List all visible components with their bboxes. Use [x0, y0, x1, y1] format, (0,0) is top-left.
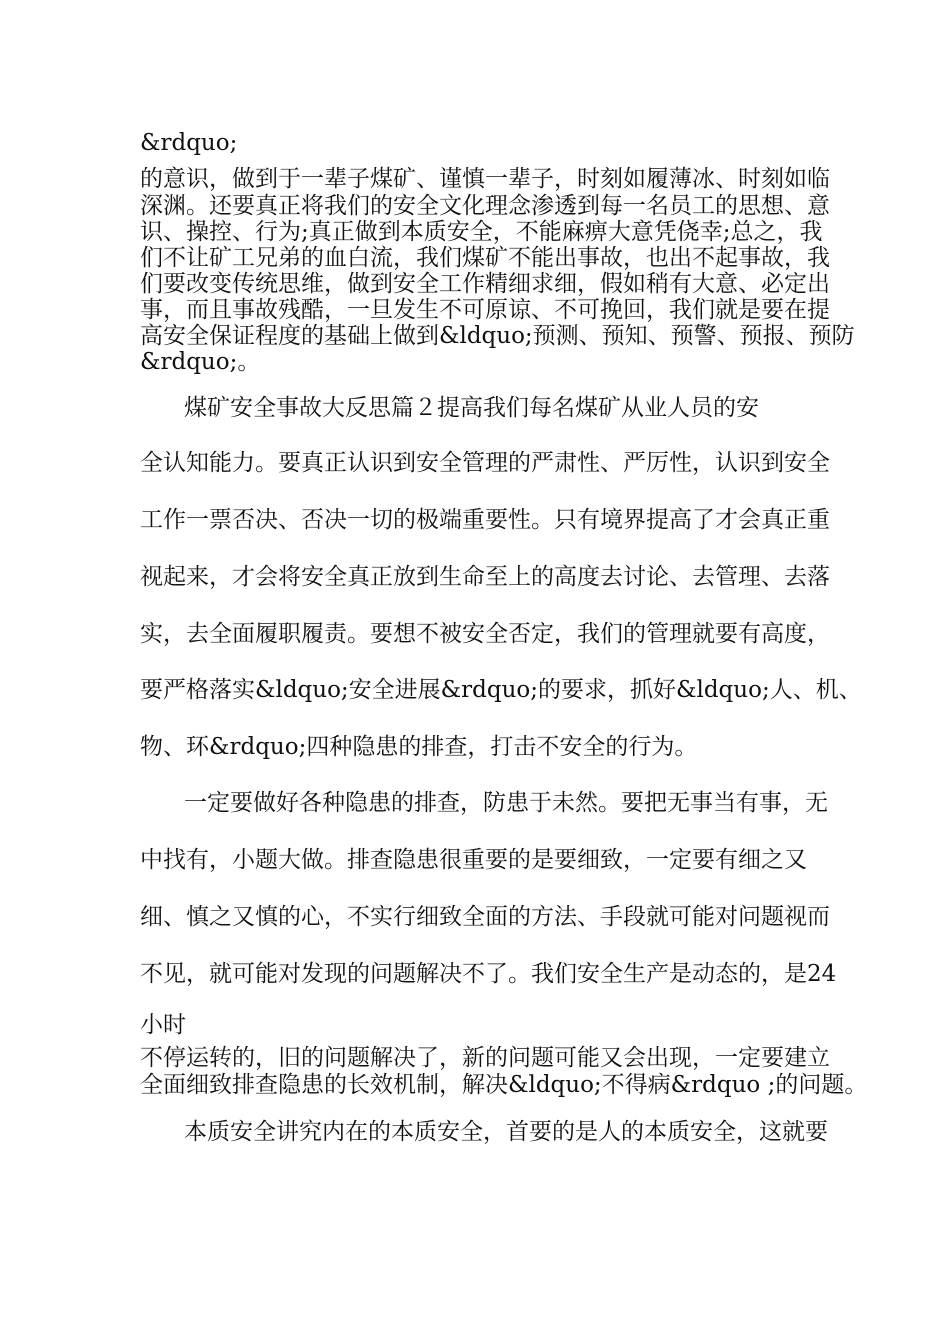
text-line-13: 实，去全面履职履责。要想不被安全否定，我们的管理就要有高度， — [140, 621, 830, 647]
text-line-11: 工作一票否决、否决一切的极端重要性。只有境界提高了才会真正重 — [140, 507, 830, 533]
text-line-12: 视起来，才会将安全真正放到生命至上的高度去讨论、去管理、去落 — [140, 564, 830, 590]
text-line-7: 事，而且事故残酷，一旦发生不可原谅、不可挽回，我们就是要在提 — [140, 297, 830, 323]
text-line-9: &rdquo;。 — [140, 349, 261, 375]
text-line-20: 不停运转的，旧的问题解决了，新的问题可能又会出现，一定要建立 — [140, 1045, 830, 1071]
text-line-16: 中找有，小题大做。排查隐患很重要的是要细致，一定要有细之又 — [140, 847, 807, 873]
text-line-10: 全认知能力。要真正认识到安全管理的严肃性、严厉性，认识到安全 — [140, 450, 830, 476]
text-line-1: &rdquo; — [140, 130, 238, 156]
text-line-14: 要严格落实&ldquo;安全进展&rdquo;的要求，抓好&ldquo;人、机、 — [140, 677, 862, 703]
text-line-2: 的意识，做到于一辈子煤矿、谨慎一辈子，时刻如履薄冰、时刻如临 — [140, 166, 830, 192]
text-line-8: 高安全保证程度的基础上做到&ldquo;预测、预知、预警、预报、预防 — [140, 323, 855, 349]
text-line-19: 小时 — [140, 1012, 186, 1038]
text-line-21: 全面细致排查隐患的长效机制，解决&ldquo;不得病&rdquo ;的问题。 — [140, 1072, 868, 1098]
paragraph-start-line-2: 本质安全讲究内在的本质安全，首要的是人的本质安全，这就要 — [184, 1119, 828, 1145]
text-line-4: 识、操控、行为;真正做到本质安全，不能麻痹大意凭侥幸;总之，我 — [140, 219, 823, 245]
text-line-3: 深渊。还要真正将我们的安全文化理念渗透到每一名员工的思想、意 — [140, 193, 830, 219]
section-heading-line: 煤矿安全事故大反思篇２提高我们每名煤矿从业人员的安 — [184, 395, 759, 421]
text-line-5: 们不让矿工兄弟的血白流，我们煤矿不能出事故，也出不起事故，我 — [140, 245, 830, 271]
text-line-6: 们要改变传统思维，做到安全工作精细求细，假如稍有大意、必定出 — [140, 271, 830, 297]
text-line-17: 细、慎之又慎的心，不实行细致全面的方法、手段就可能对问题视而 — [140, 904, 830, 930]
text-line-15: 物、环&rdquo;四种隐患的排查，打击不安全的行为。 — [140, 734, 698, 760]
paragraph-start-line: 一定要做好各种隐患的排查，防患于未然。要把无事当有事，无 — [184, 790, 828, 816]
text-line-18: 不见，就可能对发现的问题解决不了。我们安全生产是动态的，是24 — [140, 961, 837, 987]
